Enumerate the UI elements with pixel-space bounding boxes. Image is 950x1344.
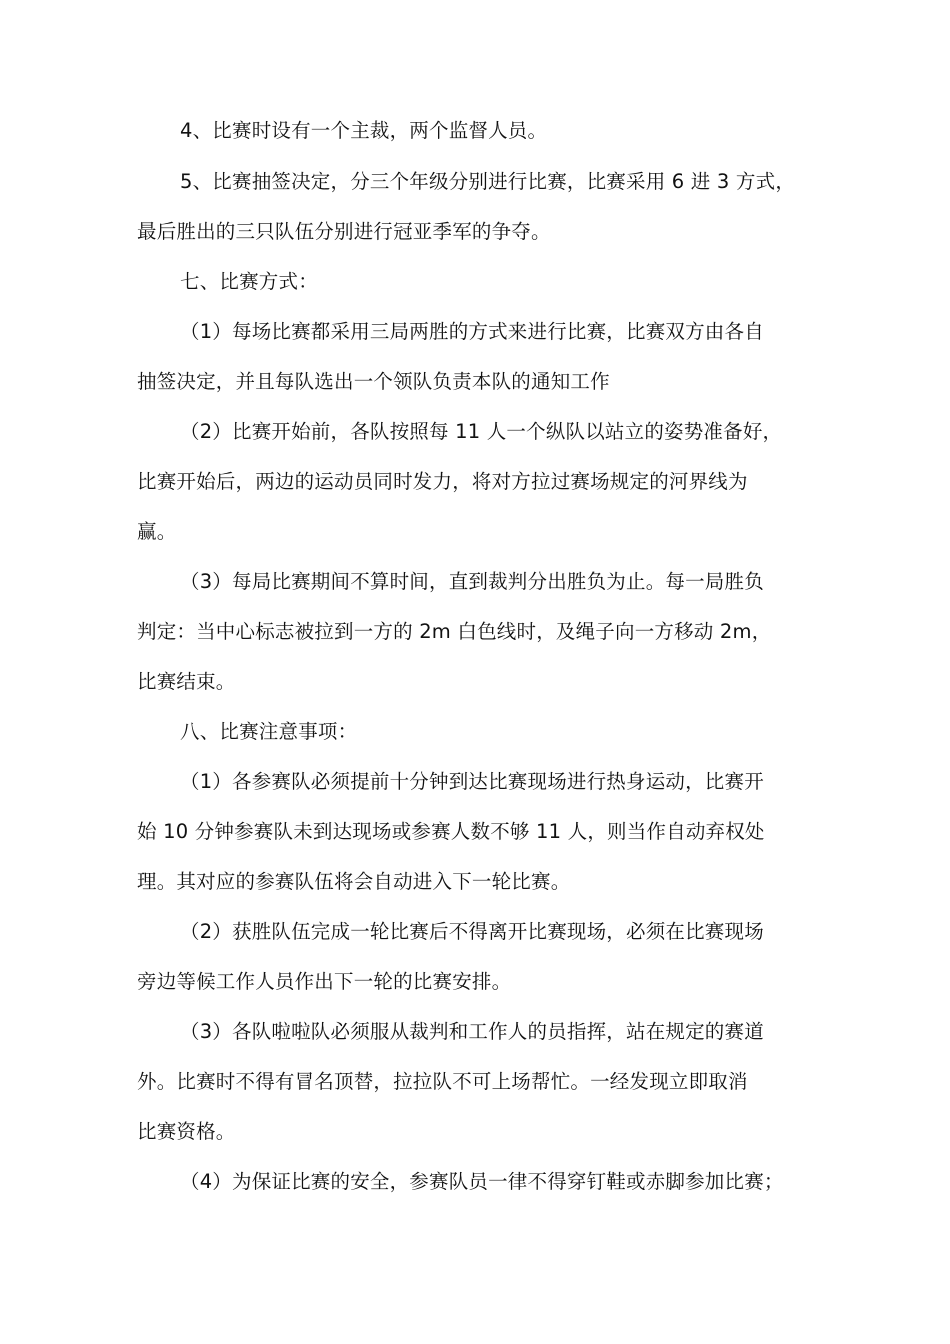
- text-line: 外。比赛时不得有冒名顶替，拉拉队不可上场帮忙。一经发现立即取消: [137, 1070, 748, 1093]
- text-line: （3）各队啦啦队必须服从裁判和工作人的员指挥，站在规定的赛道: [180, 1020, 764, 1043]
- text-line: （4）为保证比赛的安全，参赛队员一律不得穿钉鞋或赤脚参加比赛；: [180, 1170, 784, 1193]
- text-line: （3）每局比赛期间不算时间，直到裁判分出胜负为止。每一局胜负: [180, 570, 764, 593]
- text-line: 比赛结束。: [137, 670, 236, 693]
- text-line: 比赛开始后，两边的运动员同时发力，将对方拉过赛场规定的河界线为: [137, 470, 748, 493]
- text-line: 抽签决定，并且每队选出一个领队负责本队的通知工作: [137, 370, 610, 393]
- text-line: （1）每场比赛都采用三局两胜的方式来进行比赛，比赛双方由各自: [180, 320, 764, 343]
- text-line: 赢。: [137, 520, 177, 543]
- text-line: （2）比赛开始前，各队按照每 11 人一个纵队以站立的姿势准备好，: [180, 420, 783, 443]
- text-line: 始 10 分钟参赛队未到达现场或参赛人数不够 11 人，则当作自动弃权处: [137, 820, 765, 843]
- text-line: 5、比赛抽签决定，分三个年级分别进行比赛，比赛采用 6 进 3 方式，: [180, 170, 796, 193]
- text-line: 理。其对应的参赛队伍将会自动进入下一轮比赛。: [137, 870, 571, 893]
- text-line: 比赛资格。: [137, 1120, 236, 1143]
- text-line: 最后胜出的三只队伍分别进行冠亚季军的争夺。: [137, 220, 551, 243]
- text-line: （2）获胜队伍完成一轮比赛后不得离开比赛现场，必须在比赛现场: [180, 920, 764, 943]
- text-line: 4、比赛时设有一个主裁，两个监督人员。: [180, 119, 548, 142]
- text-line: （1）各参赛队必须提前十分钟到达比赛现场进行热身运动，比赛开: [180, 770, 764, 793]
- section-heading: 七、比赛方式：: [180, 270, 318, 293]
- text-line: 旁边等候工作人员作出下一轮的比赛安排。: [137, 970, 512, 993]
- text-line: 判定：当中心标志被拉到一方的 2m 白色线时，及绳子向一方移动 2m，: [137, 620, 772, 643]
- section-heading: 八、比赛注意事项：: [180, 720, 358, 743]
